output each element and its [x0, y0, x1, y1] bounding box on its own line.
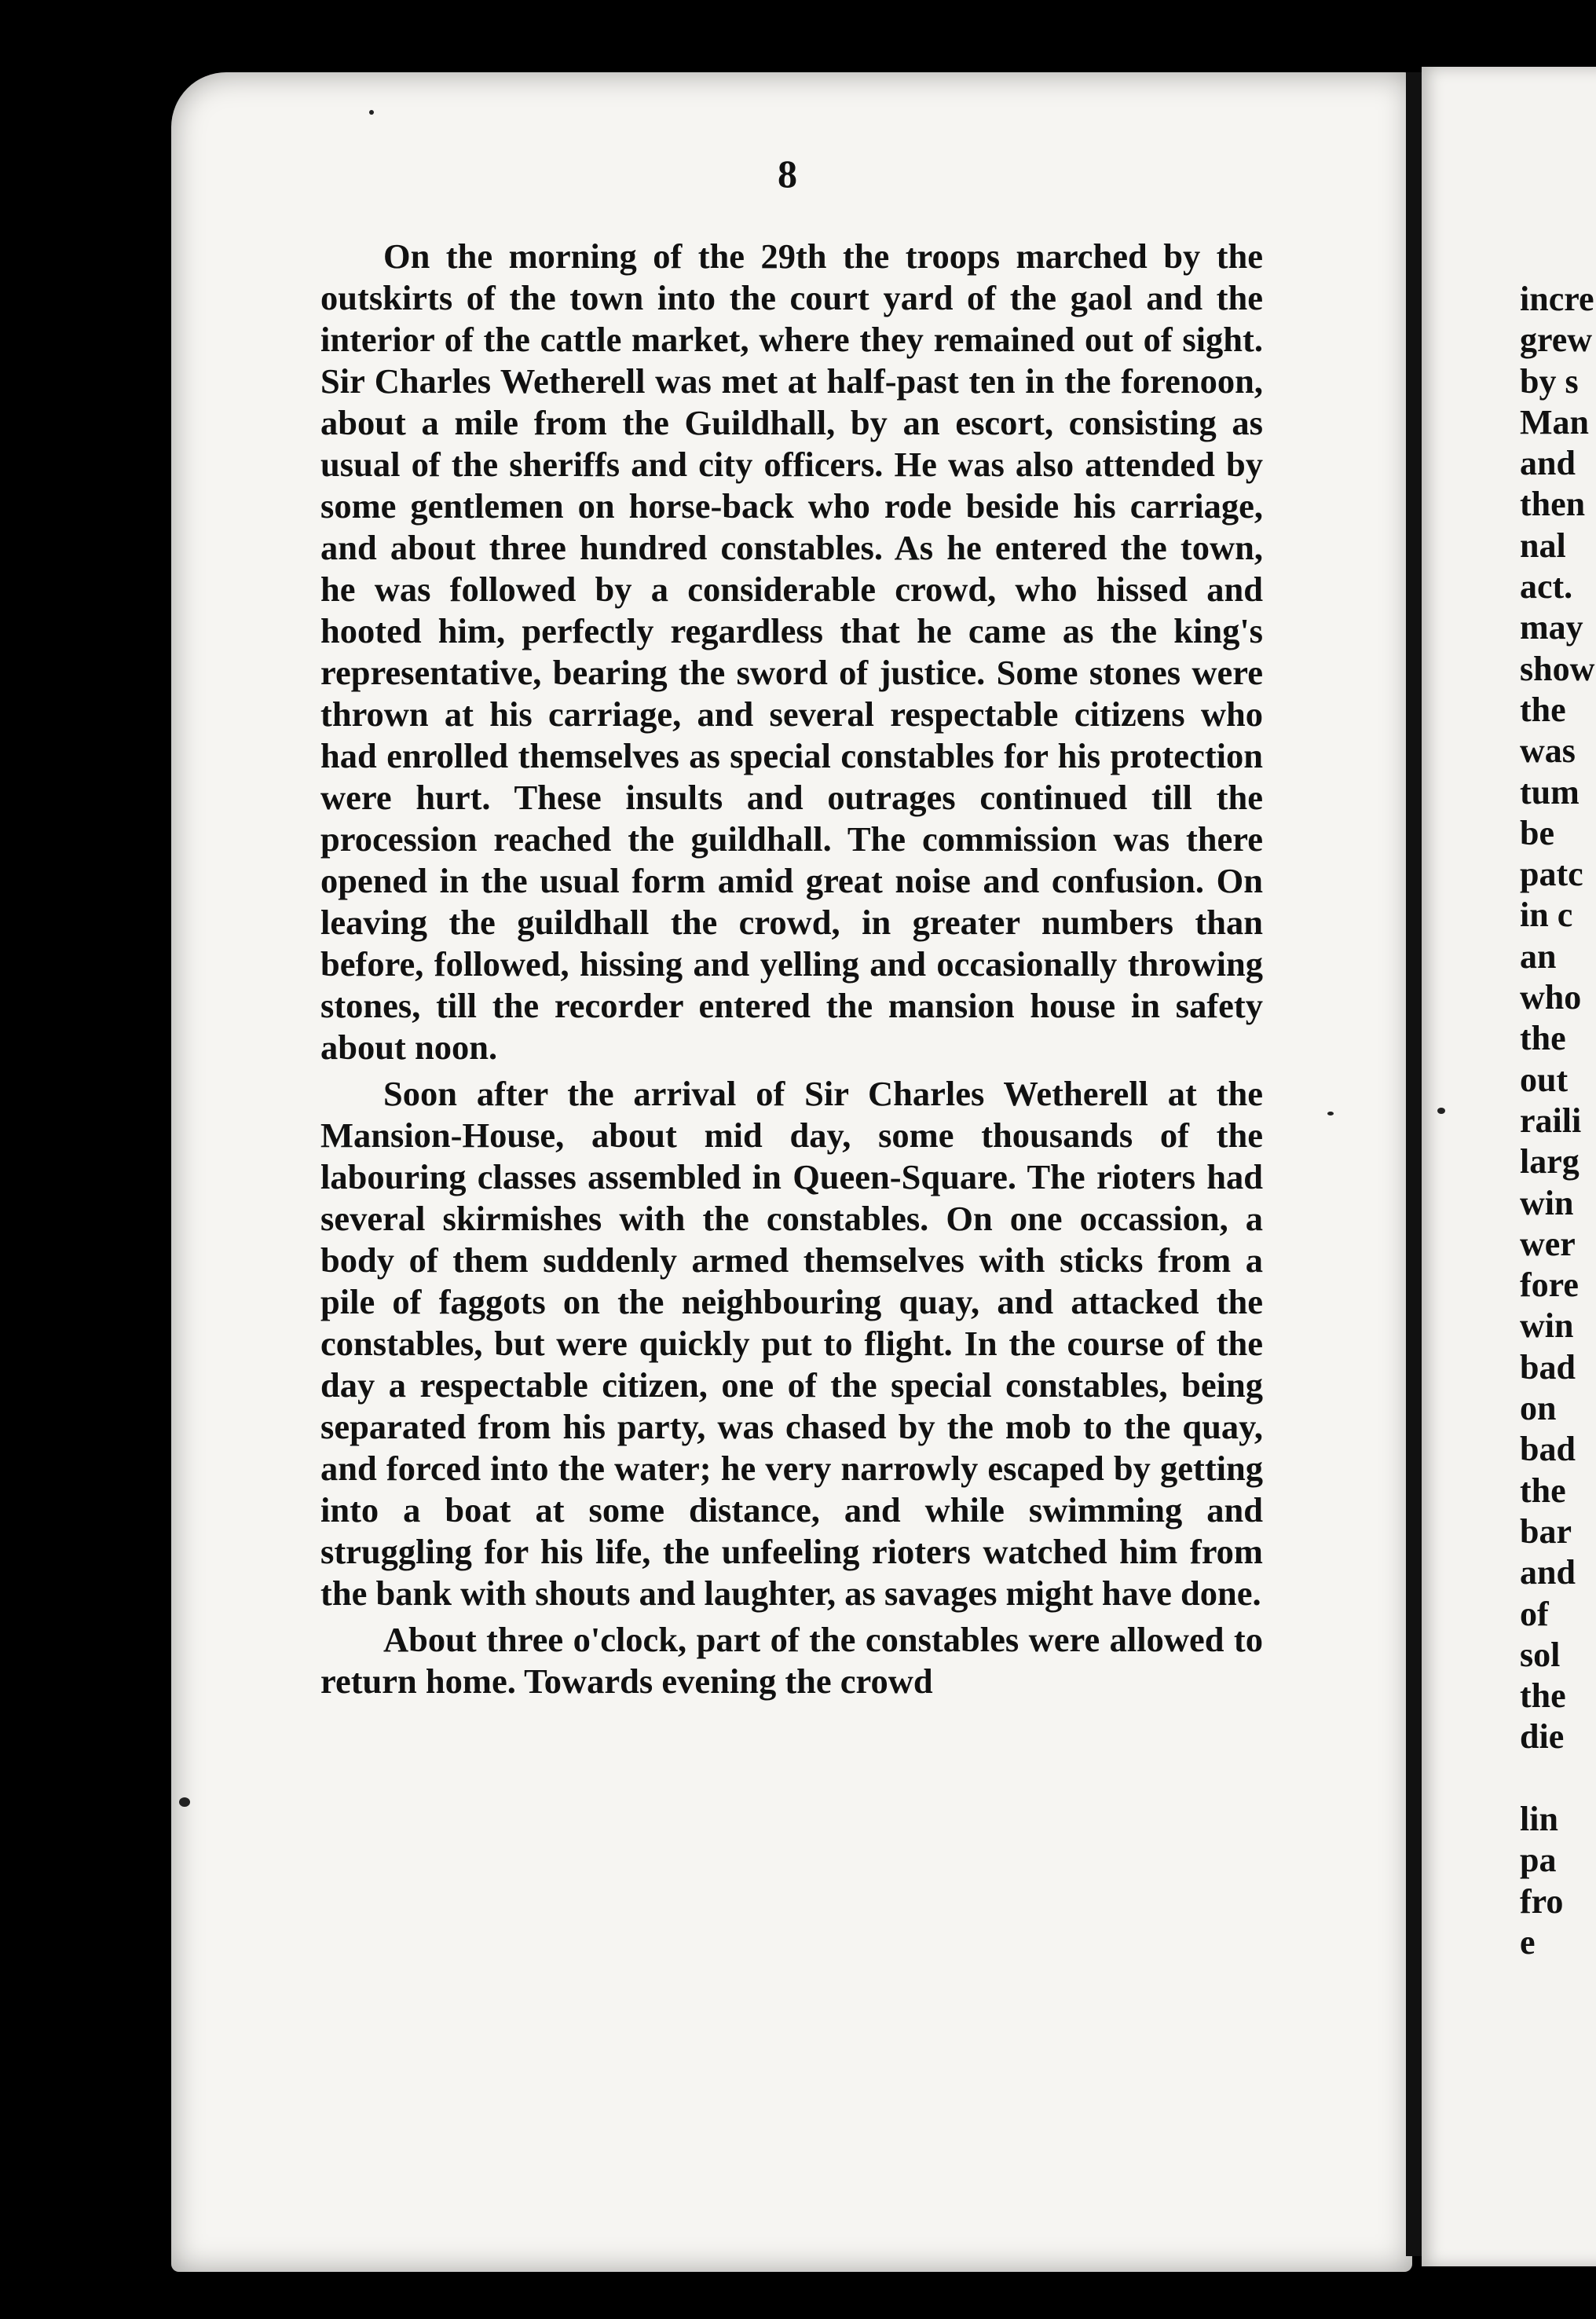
fragment-line: and [1520, 444, 1576, 483]
fragment-line: on [1520, 1389, 1557, 1428]
fragment-line: bad [1520, 1347, 1576, 1387]
fragment-line: patc [1520, 855, 1583, 894]
fragment-line: grew [1520, 321, 1593, 360]
fragment-line: e [1520, 1922, 1536, 1962]
book-gutter [1406, 72, 1423, 2256]
fragment-line [1520, 1758, 1596, 1799]
paragraph: About three o'clock, part of the constables were allowed to return home. Towards evening the crowd [320, 1620, 1263, 1701]
ink-speck [369, 110, 374, 115]
fragment-line: show [1520, 649, 1595, 688]
ink-speck [1437, 1108, 1445, 1114]
fragment-line: an [1520, 936, 1557, 976]
fragment-line: the [1520, 1471, 1566, 1510]
fragment-line: be [1520, 813, 1554, 852]
fragment-line: sol [1520, 1635, 1561, 1674]
fragment-line: in c [1520, 896, 1573, 935]
page-number: 8 [778, 152, 797, 196]
fragment-line: was [1520, 731, 1576, 771]
fragment-line: nal [1520, 526, 1566, 565]
fragment-line: pa [1520, 1841, 1557, 1880]
fragment-line: bad [1520, 1430, 1576, 1469]
fragment-line: die [1520, 1717, 1565, 1757]
fragment-line: the [1520, 690, 1566, 729]
fragment-line: of [1520, 1594, 1549, 1633]
fragment-line: lin [1520, 1799, 1558, 1838]
fragment-line: incre [1520, 280, 1594, 318]
fragment-line: larg [1520, 1142, 1580, 1181]
fragment-line: wer [1520, 1224, 1576, 1263]
fragment-line: bar [1520, 1511, 1572, 1551]
paragraph: On the morning of the 29th the troops marched by the outskirts of the town into the court yard of the gaol and the interior of the cattle market, where they remained out of sight. Sir Charles Wetherell was met at half-past ten in the forenoon, about a mile from the Guildhall, by an escort, consisting as usual of the sheriffs and city officers. He was also attended by some gentlemen on horse-back who rode beside his carriage, and about three hundred constables. As he entered the town, he was followed by a considerable crowd, who hissed and hooted him, perfectly regardless that he came as the king's representative, bearing the sword of justice. Some stones were thrown at his carriage, and several respectable citizens who had enrolled themselves as special constables for his protection were hurt. These insults and outrages continued till the procession reached the guildhall. The commission was there opened in the usual form amid great noise and confusion. On leaving the guildhall the crowd, in greater numbers than before, followed, hissing and yelling and occasionally throwing stones, till the recorder entered the mansion house in safety about noon. [320, 236, 1263, 1067]
fragment-line: and [1520, 1553, 1576, 1592]
fragment-line: the [1520, 1019, 1566, 1058]
fragment-line: win [1520, 1183, 1574, 1222]
fragment-line: Man [1520, 402, 1589, 441]
ink-speck [179, 1797, 190, 1807]
facing-page-text [1520, 279, 1596, 1963]
fragment-line: act. [1520, 567, 1573, 606]
fragment-line: out [1520, 1060, 1569, 1099]
fragment-line: fore [1520, 1266, 1579, 1305]
fragment-line: who [1520, 978, 1582, 1017]
fragment-line: tum [1520, 772, 1580, 811]
fragment-line: the [1520, 1676, 1566, 1716]
fragment-line: may [1520, 608, 1583, 647]
fragment-line: win [1520, 1306, 1574, 1346]
fragment-line: fro [1520, 1881, 1564, 1921]
fragment-line: raili [1520, 1101, 1582, 1140]
paragraph: Soon after the arrival of Sir Charles Wetherell at the Mansion-House, about mid day, some thousands of the labouring classes assembled in Queen-Square. The rioters had several skirmishes with the constables. On one occassion, a body of them suddenly armed themselves with sticks from a pile of faggots on the neighbouring quay, and attacked the constables, but were quickly put to flight. In the course of the day a respectable citizen, one of the special constables, being separated from his party, was chased by the mob to the quay, and forced into the water; he very narrowly escaped by getting into a boat at some distance, and while swimming and struggling for his life, the unfeeling rioters watched him from the bank with shouts and laughter, as savages might have done. [320, 1074, 1263, 1613]
fragment-line: by s [1520, 361, 1579, 401]
body-text [320, 236, 1263, 1707]
ink-speck [1327, 1112, 1334, 1116]
fragment-line: then [1520, 485, 1586, 524]
